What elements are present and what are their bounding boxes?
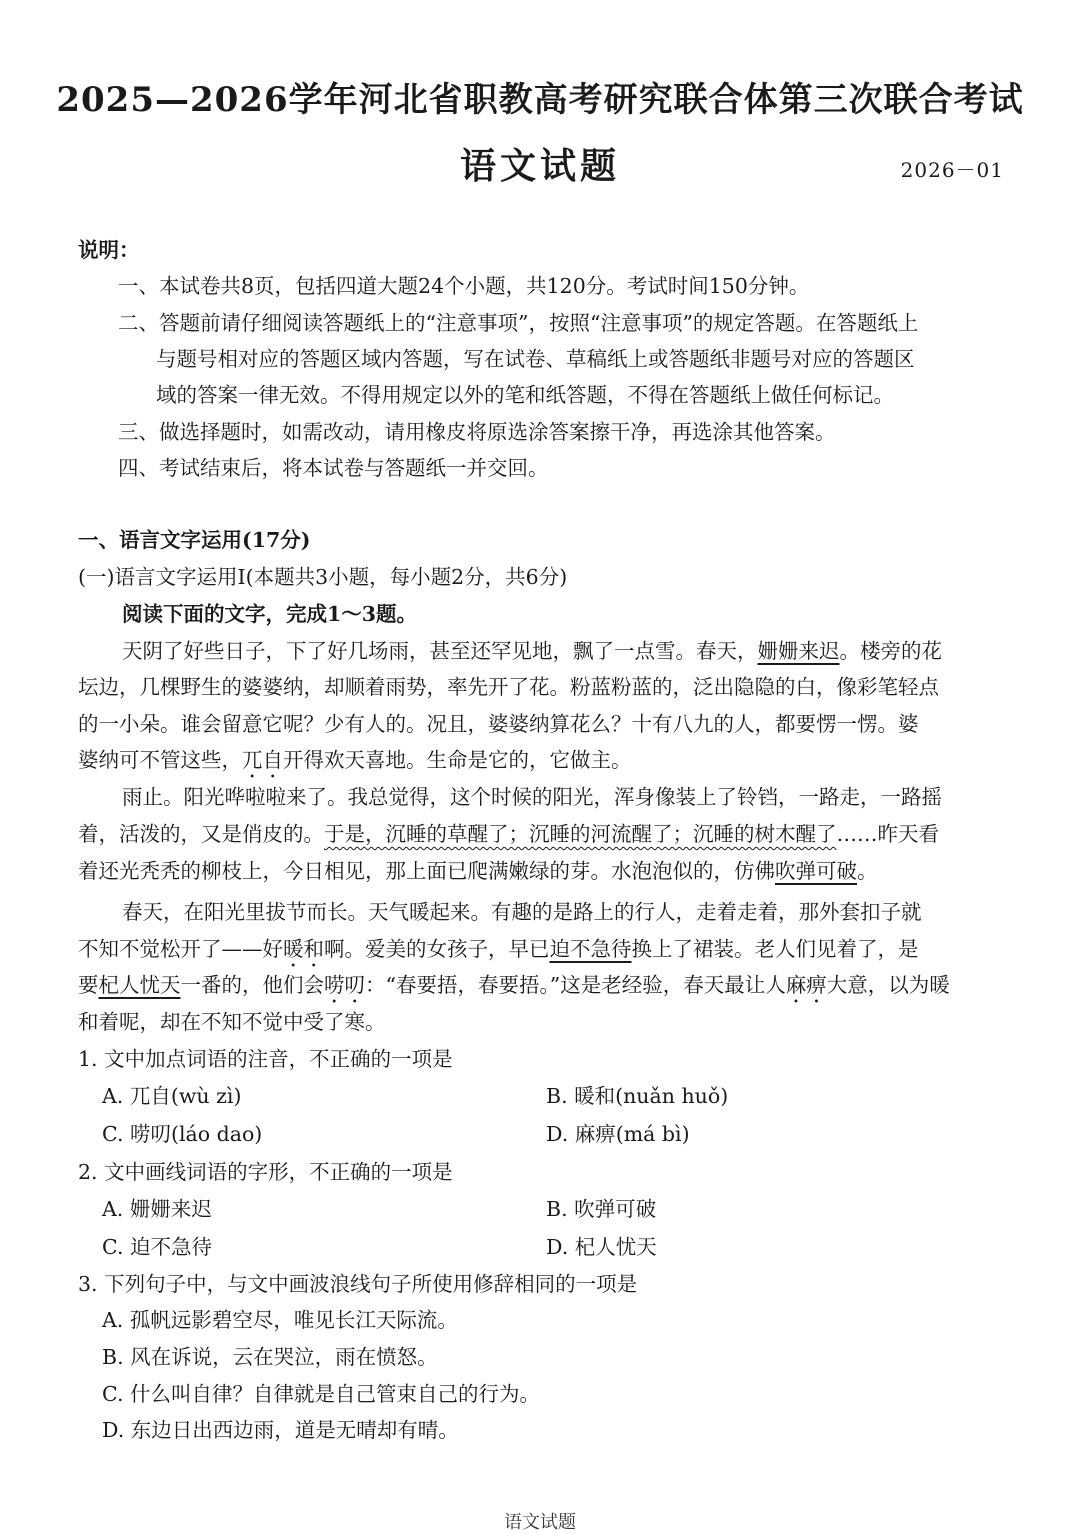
passage-text: ……昨天看	[836, 822, 939, 846]
note-4: 四、考试结束后，将本试卷与答题纸一并交回。	[118, 456, 549, 480]
passage-p2-line-2	[78, 820, 939, 848]
page-footer: 语文试题	[504, 1512, 576, 1533]
dotted-word-mabi: 麻痹	[785, 973, 827, 997]
note-2-line-3: 域的答案一律无效。不得用规定以外的笔和纸答题，不得在答题纸上做任何标记。	[156, 383, 894, 407]
passage-text: 换上了裙装。老人们见着了，是	[631, 937, 919, 961]
passage-p3-line-1: 春天，在阳光里拔节而长。天气暖起来。有趣的是路上的行人，走着走着，那外套扣子就	[122, 900, 922, 924]
q2-option-d: D. 杞人忧天	[546, 1235, 657, 1259]
passage-text: 。	[857, 859, 878, 883]
wavy-underlined-sentence: 于是，沉睡的草醒了；沉睡的河流醒了；沉睡的树木醒了	[324, 822, 837, 846]
note-3: 三、做选择题时，如需改动，请用橡皮将原选涂答案擦干净，再选涂其他答案。	[118, 420, 836, 444]
passage-p1-line-4	[78, 746, 632, 783]
reading-instruction: 阅读下面的文字，完成1～3题。	[122, 602, 418, 626]
note-2-line-1: 二、答题前请仔细阅读答题纸上的“注意事项”，按照“注意事项”的规定答题。在答题纸上	[118, 311, 919, 335]
passage-text: 不知不觉松开了——好	[78, 937, 283, 961]
question-1: 1. 文中加点词语的注音，不正确的一项是	[78, 1047, 453, 1071]
underlined-word-shanshan: 姗姗来迟	[757, 639, 840, 663]
question-3: 3. 下列句子中，与文中画波浪线句子所使用修辞相同的一项是	[78, 1272, 638, 1296]
passage-text: 婆纳可不管这些，	[78, 748, 242, 772]
passage-p3-line-4: 和着呢，却在不知不觉中受了寒。	[78, 1010, 386, 1034]
q1-option-c: C. 唠叨(láo dao)	[102, 1122, 263, 1146]
exam-title: 2025—2026学年河北省职教高考研究联合体第三次联合考试	[56, 80, 1024, 120]
passage-p2-line-3	[78, 857, 878, 885]
q1-option-d: D. 麻痹(má bì)	[546, 1122, 690, 1146]
passage-text: 开得欢天喜地。生命是它的，它做主。	[283, 748, 632, 772]
passage-text: 天阴了好些日子，下了好几场雨，甚至还罕见地，飘了一点雪。春天，	[122, 639, 758, 663]
underlined-word-pobujidai: 迫不急待	[549, 937, 632, 961]
subsection-heading: (一)语言文字运用Ⅰ(本题共3小题，每小题2分，共6分)	[78, 565, 568, 589]
underlined-word-qiren: 杞人忧天	[98, 973, 181, 997]
q2-option-a: A. 姗姗来迟	[102, 1197, 212, 1221]
q1-option-b: B. 暖和(nuǎn huǒ)	[546, 1084, 729, 1108]
passage-text: 着还光秃秃的柳枝上，今日相见，那上面已爬满嫩绿的芽。水泡泡似的，仿佛	[78, 859, 775, 883]
q2-option-b: B. 吹弹可破	[546, 1197, 657, 1221]
q2-option-c: C. 迫不急待	[102, 1235, 212, 1259]
dotted-word-nuanhuo: 暖和	[283, 937, 324, 961]
exam-subject: 语文试题	[459, 145, 620, 187]
passage-text: 大意，以为暖	[826, 973, 950, 997]
exam-date: 2026－01	[900, 158, 1004, 182]
underlined-word-chuidan: 吹弹可破	[775, 859, 857, 883]
passage-text: 啊。爱美的女孩子，早已	[324, 937, 550, 961]
notes-heading: 说明：	[78, 238, 140, 262]
passage-text: 一番的，他们会	[180, 973, 324, 997]
section-heading: 一、语言文字运用(17分)	[78, 528, 311, 552]
q3-option-c: C. 什么叫自律？自律就是自己管束自己的行为。	[102, 1382, 540, 1406]
passage-p1-line-1	[122, 637, 942, 665]
passage-p3-line-3	[78, 971, 950, 1008]
q3-option-b: B. 风在诉说，云在哭泣，雨在愤怒。	[102, 1345, 438, 1369]
note-2-line-2: 与题号相对应的答题区域内答题，写在试卷、草稿纸上或答题纸非题号对应的答题区	[156, 347, 915, 371]
dotted-word-wuzi: 兀自	[242, 748, 283, 772]
note-1: 一、本试卷共8页，包括四道大题24个小题，共120分。考试时间150分钟。	[118, 274, 810, 298]
passage-p1-line-2: 坛边，几棵野生的婆婆纳，却顺着雨势，率先开了花。粉蓝粉蓝的，泛出隐隐的白，像彩笔轻点	[78, 675, 939, 699]
passage-p1-line-3: 的一小朵。谁会留意它呢？少有人的。况且，婆婆纳算花么？十有八九的人，都要愣一愣。婆	[78, 712, 919, 736]
passage-text: 着，活泼的，又是俏皮的。	[78, 822, 324, 846]
passage-text: 。楼旁的花	[839, 639, 942, 663]
question-2: 2. 文中画线词语的字形，不正确的一项是	[78, 1160, 453, 1184]
dotted-word-laodao: 唠叨	[324, 973, 365, 997]
q1-option-a: A. 兀自(wù zì)	[102, 1084, 242, 1108]
passage-text: 要	[78, 973, 99, 997]
q3-option-d: D. 东边日出西边雨，道是无晴却有晴。	[102, 1418, 459, 1442]
passage-text: ：“春要捂，春要捂。”这是老经验，春天最让人	[365, 973, 786, 997]
passage-p3-line-2	[78, 935, 919, 972]
passage-p2-line-1: 雨止。阳光哗啦啦来了。我总觉得，这个时候的阳光，浑身像装上了铃铛，一路走，一路摇	[122, 785, 942, 809]
q3-option-a: A. 孤帆远影碧空尽，唯见长江天际流。	[102, 1308, 458, 1332]
